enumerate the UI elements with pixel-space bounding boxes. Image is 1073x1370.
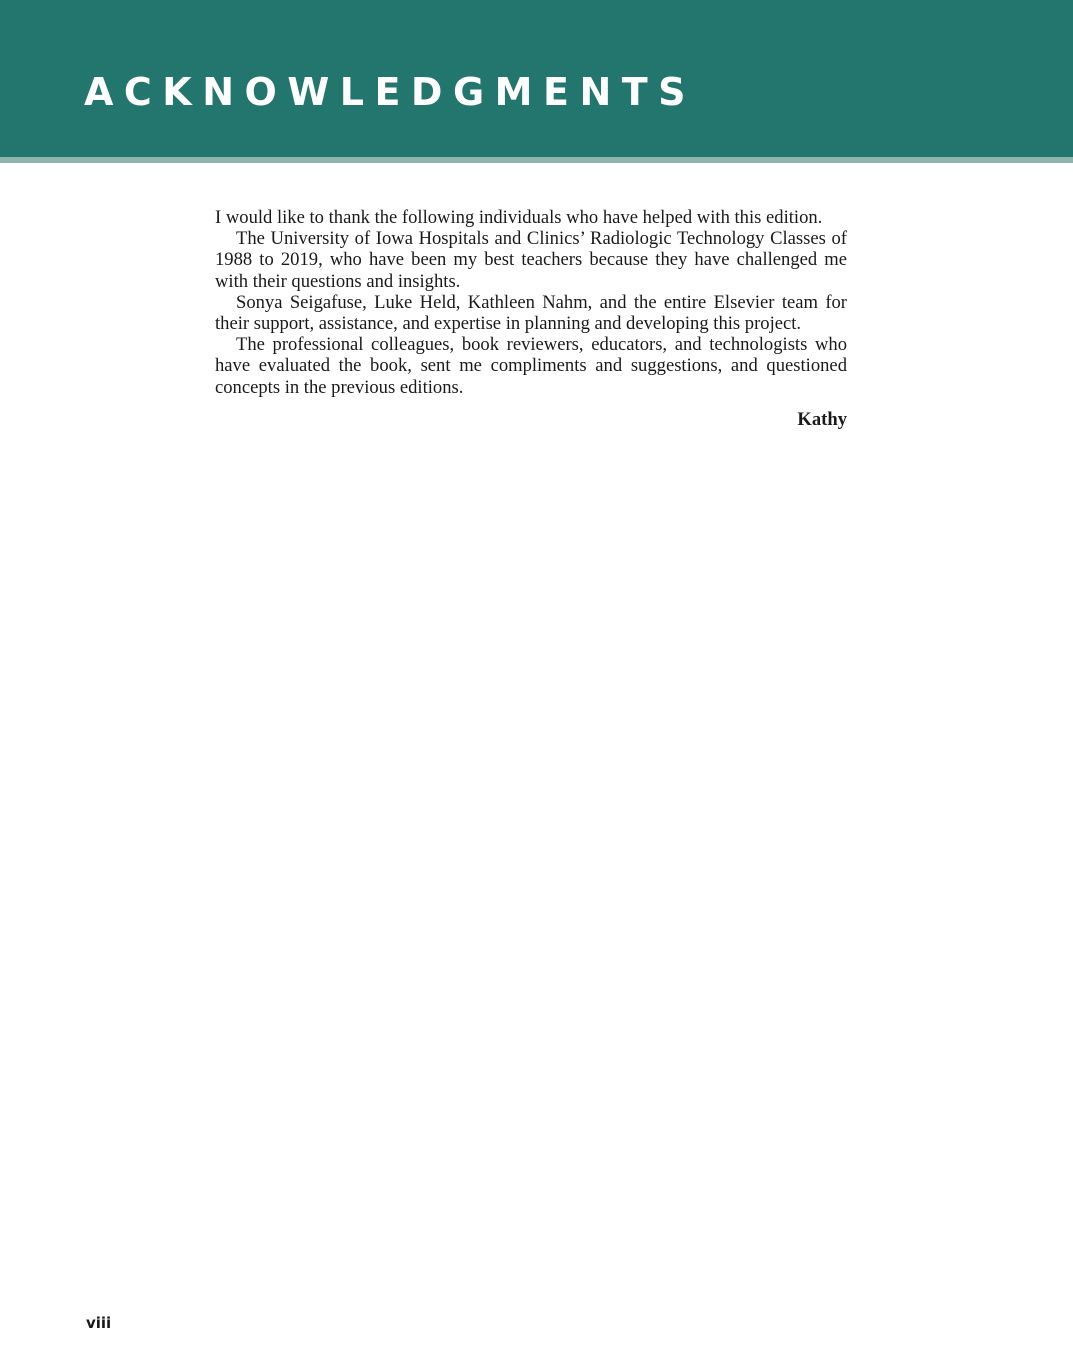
header-rule — [0, 157, 1073, 163]
paragraph-colleagues: The professional colleagues, book reviewers, educators, and technologists who have evaluated the book, sent me compliments and suggestions, and questioned concepts in the previous editions. — [215, 334, 847, 398]
signature: Kathy — [797, 409, 847, 430]
page-title: ACKNOWLEDGMENTS — [84, 70, 697, 114]
paragraph-intro: I would like to thank the following individuals who have helped with this edition. — [215, 207, 823, 228]
acknowledgments-body — [215, 207, 847, 398]
paragraph-classes: The University of Iowa Hospitals and Clinics’ Radiologic Technology Classes of 1988 to 2019, who have been my best teachers because they have challenged me with their questions and insights. — [215, 228, 847, 292]
page-number: viii — [86, 1314, 112, 1332]
paragraph-elsevier-team: Sonya Seigafuse, Luke Held, Kathleen Nahm, and the entire Elsevier team for their support, assistance, and expertise in planning and developing this project. — [215, 291, 847, 335]
